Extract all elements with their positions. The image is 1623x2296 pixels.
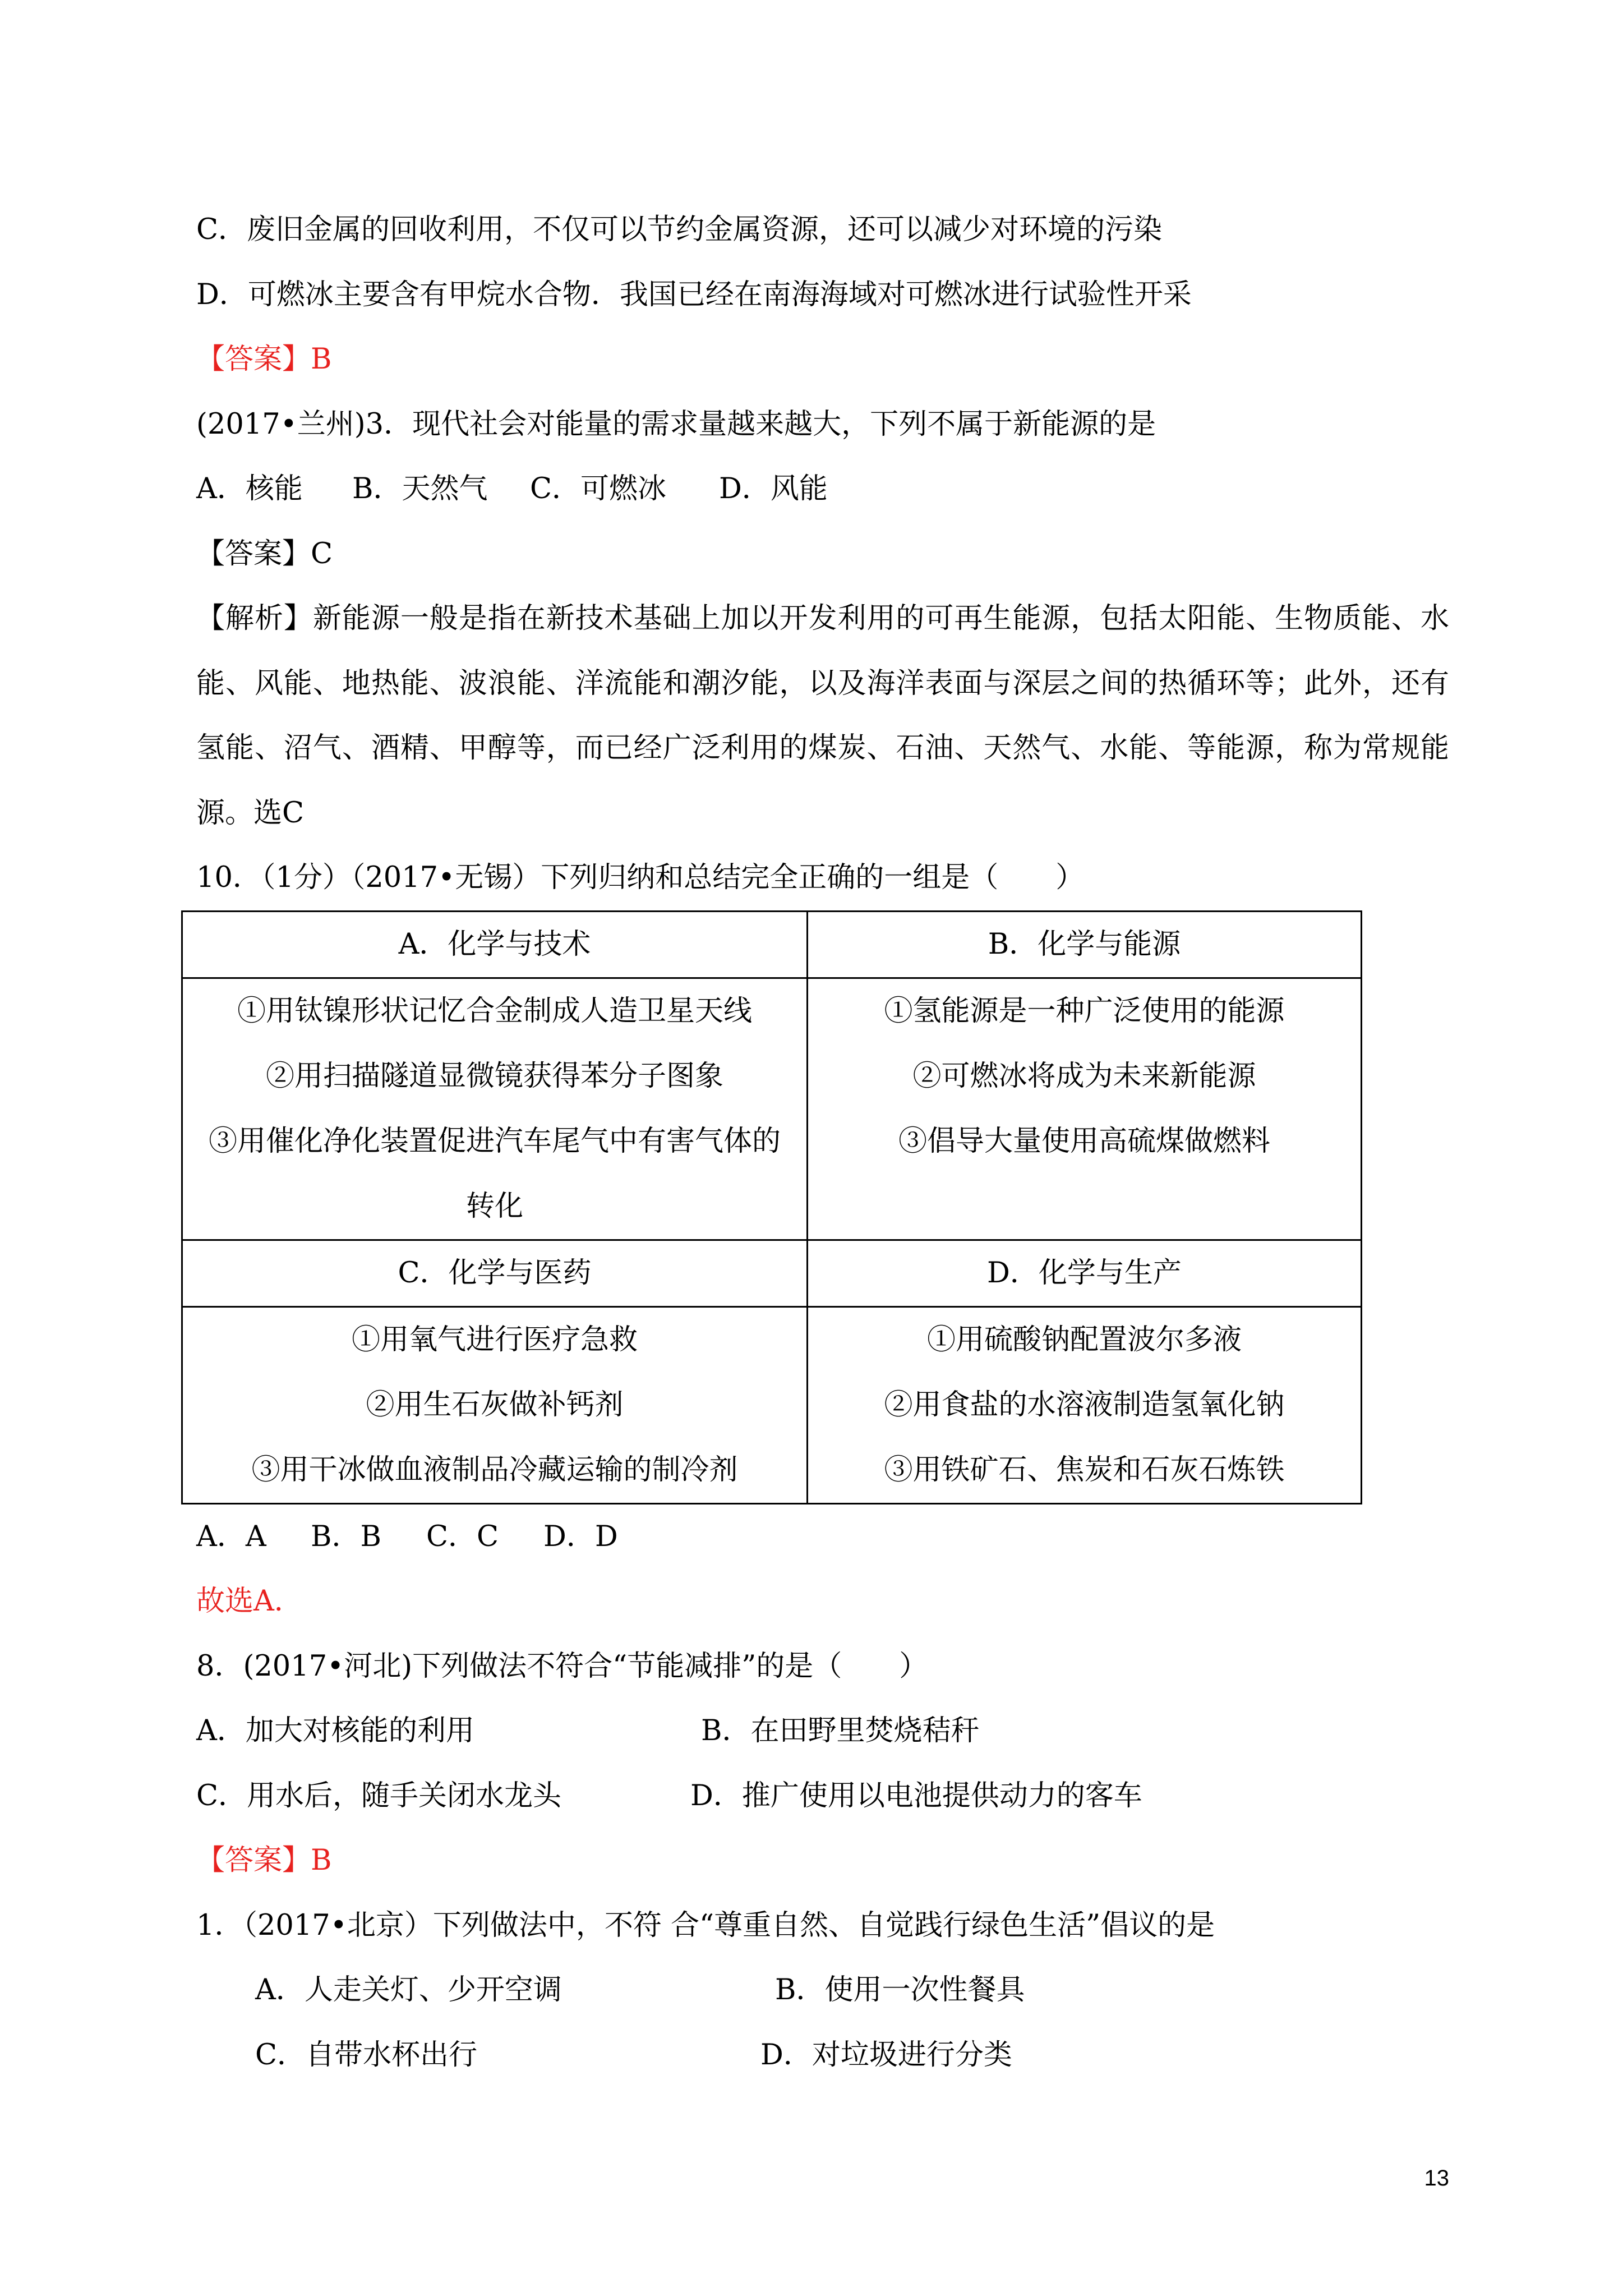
answer-value: B [311,1844,332,1877]
hebei-answer [196,1828,1449,1893]
prev-option-d: D．可燃冰主要含有甲烷水合物．我国已经在南海海域对可燃冰进行试验性开采 [196,278,1192,311]
lanzhou-analysis-line: 【解析】新能源一般是指在新技术基础上加以开发利用的可再生能源，包括太阳能、生物质能、水 [196,602,1449,635]
answer-label: 【答案】 [196,537,311,570]
cell-item: 转化 [465,1189,523,1223]
cell-item: ③用干冰做血液制品冷藏运输的制冷剂 [251,1453,738,1487]
table-row [182,911,1362,978]
cell-item: ③用铁矿石、焦炭和石灰石炼铁 [884,1453,1285,1487]
lanzhou-answer [196,522,1449,587]
lanzhou-question-stem: (2017•兰州)3．现代社会对能量的需求量越来越大，下列不属于新能源的是 [196,407,1156,441]
table-row [182,1240,1362,1306]
cell-item: ①用钛镍形状记忆合金制成人造卫星天线 [237,994,752,1028]
table-cell [182,1306,808,1503]
wuxi-conclusion: 故选A． [196,1585,303,1618]
prev-answer [196,327,1449,392]
table-row [182,978,1362,1240]
option-a: A．人走关灯、少开空调 [255,1973,562,2007]
option-d: D．风能 [719,472,828,505]
option-c: C．可燃冰 [530,472,667,505]
lanzhou-analysis-line: 能、风能、地热能、波浪能、洋流能和潮汐能，以及海洋表面与深层之间的热循环等；此外，还有 [196,666,1449,700]
option-b: B．天然气 [352,472,488,505]
table-cell [182,978,808,1240]
cell-item: ①用氧气进行医疗急救 [351,1323,638,1356]
option-d: D．D [543,1520,618,1553]
prev-option-c: C．废旧金属的回收利用，不仅可以节约金属资源，还可以减少对环境的污染 [196,213,1163,246]
option-c: C．自带水杯出行 [255,2038,478,2072]
table-cell [808,978,1362,1240]
lanzhou-options [196,457,1449,522]
option-d: D．推广使用以电池提供动力的客车 [690,1779,1142,1812]
beijing-options-row-2 [196,2023,1449,2088]
wuxi-options [196,1504,1449,1570]
option-c: C．用水后，随手关闭水龙头 [196,1779,562,1812]
table-header-cell: A．化学与技术 [182,911,808,978]
table-header-cell: C．化学与医药 [182,1240,808,1306]
summary-table [181,910,1362,1504]
option-b: B．B [311,1520,381,1553]
answer-value: B [311,343,332,376]
cell-item: ②用生石灰做补钙剂 [366,1388,624,1421]
lanzhou-analysis-line: 氢能、沼气、酒精、甲醇等，而已经广泛利用的煤炭、石油、天然气、水能、等能源，称为常规能 [196,731,1449,765]
option-b: B．使用一次性餐具 [775,1973,1025,2007]
option-c: C．C [426,1520,499,1553]
cell-item: ①用硫酸钠配置波尔多液 [926,1323,1242,1356]
cell-item: ②用扫描隧道显微镜获得苯分子图象 [265,1059,723,1093]
cell-item: ②用食盐的水溶液制造氢氧化钠 [884,1388,1285,1421]
hebei-question-stem: 8．(2017•河北)下列做法不符合“节能减排”的是（ ） [196,1649,928,1683]
answer-label: 【答案】 [196,343,311,376]
option-b: B．在田野里焚烧秸秆 [701,1714,980,1747]
table-row [182,1306,1362,1503]
page-number: 13 [1424,2166,1449,2191]
hebei-options-row-2 [196,1764,1449,1829]
table-cell [808,1306,1362,1503]
cell-item: ③用催化净化装置促进汽车尾气中有害气体的 [208,1124,781,1158]
table-header-cell: B．化学与能源 [808,911,1362,978]
answer-label: 【答案】 [196,1844,311,1877]
cell-item: ①氢能源是一种广泛使用的能源 [884,994,1285,1028]
option-a: A．核能 [196,472,303,505]
page-content [196,197,1449,2087]
option-a: A．A [196,1520,266,1553]
option-a: A．加大对核能的利用 [196,1714,474,1747]
table-header-cell: D．化学与生产 [808,1240,1362,1306]
lanzhou-analysis-line: 源。选C [196,796,305,830]
cell-item: ③倡导大量使用高硫煤做燃料 [898,1124,1270,1158]
wuxi-question-stem: 10．（1分）（2017•无锡）下列归纳和总结完全正确的一组是（ ） [196,861,1085,894]
beijing-options-row-1 [196,1958,1449,2023]
hebei-options-row-1 [196,1699,1449,1764]
option-d: D．对垃圾进行分类 [760,2038,1012,2072]
beijing-question-stem: 1．（2017•北京）下列做法中，不符 合“尊重自然、自觉践行绿色生活”倡议的是 [196,1908,1215,1942]
cell-item: ②可燃冰将成为未来新能源 [912,1059,1256,1093]
answer-value: C [311,537,333,570]
